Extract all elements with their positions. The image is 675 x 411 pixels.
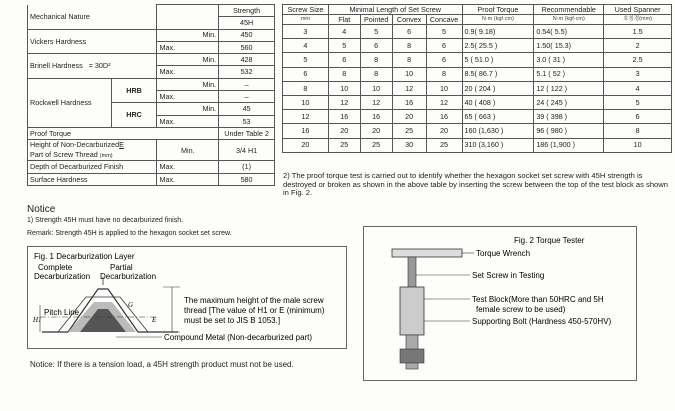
cell-pointed: 8 bbox=[360, 53, 392, 67]
fig1-drawing bbox=[28, 247, 348, 350]
torque-wrench-shape bbox=[392, 249, 462, 257]
svg-text:Pitch Line: Pitch Line bbox=[44, 308, 80, 317]
cell-proof: 8.5( 86.7 ) bbox=[462, 67, 534, 81]
cell-concave: 6 bbox=[426, 39, 462, 53]
rockwell-label: Rockwell Hardness bbox=[28, 78, 112, 127]
svg-text:G: G bbox=[128, 301, 134, 309]
header-min-length: Minimal Length of Set Screw bbox=[328, 5, 462, 15]
cell-pointed: 20 bbox=[360, 124, 392, 138]
cell-rec: 5.1 ( 52 ) bbox=[534, 67, 604, 81]
cell-flat: 8 bbox=[328, 67, 360, 81]
cell-flat: 16 bbox=[328, 110, 360, 124]
table-row bbox=[283, 110, 672, 124]
cell-convex: 10 bbox=[392, 67, 426, 81]
header-recommendable: Recommendable bbox=[534, 5, 604, 15]
cell-rec: 3.0 ( 31 ) bbox=[534, 53, 604, 67]
cell-convex: 12 bbox=[392, 81, 426, 95]
cell-flat: 4 bbox=[328, 25, 360, 39]
svg-text:Decarburization: Decarburization bbox=[100, 272, 157, 281]
tension-load-notice: Notice: If there is a tension load, a 45H strength product must not be used. bbox=[30, 360, 294, 369]
notice-heading: Notice bbox=[27, 204, 56, 215]
cell-convex: 16 bbox=[392, 95, 426, 109]
cell-pointed: 6 bbox=[360, 39, 392, 53]
table-row bbox=[283, 81, 672, 95]
cell-spanner: 10 bbox=[604, 138, 672, 152]
fig1-title: Fig. 1 Decarburization Layer bbox=[34, 252, 135, 261]
table-row bbox=[283, 95, 672, 109]
svg-text:H1: H1 bbox=[33, 316, 42, 324]
cell-rec: 96 ( 980 ) bbox=[534, 124, 604, 138]
brinell-min: 428 bbox=[219, 54, 275, 66]
cell-proof: 0.9( 9.18) bbox=[462, 25, 534, 39]
hrb-min: – bbox=[219, 78, 275, 90]
cell-size: 12 bbox=[283, 110, 329, 124]
cell-flat: 12 bbox=[328, 95, 360, 109]
cell-spanner: 5 bbox=[604, 95, 672, 109]
hrb-label: HRB bbox=[111, 78, 157, 103]
notice-line-1: 1) Strength 45H must have no decarburized finish. bbox=[27, 217, 184, 224]
svg-text:The maximum height of the male: The maximum height of the male screw bbox=[184, 296, 324, 305]
cell-spanner: 2 bbox=[604, 39, 672, 53]
header-pointed: Pointed bbox=[360, 15, 392, 25]
cell-rec: 0.54( 5.5) bbox=[534, 25, 604, 39]
vickers-label: Vickers Hardness bbox=[28, 29, 157, 54]
cell-proof: 5 ( 51.0 ) bbox=[462, 53, 534, 67]
svg-text:Complete: Complete bbox=[38, 263, 73, 272]
cell-proof: 310 (3,160 ) bbox=[462, 138, 534, 152]
svg-text:Set Screw in Testing: Set Screw in Testing bbox=[472, 271, 545, 280]
table-row bbox=[283, 67, 672, 81]
notice-remark: Remark: Strength 45H is applied to the hexagon socket set screw. bbox=[27, 230, 232, 237]
cell-convex: 6 bbox=[392, 25, 426, 39]
cell-proof: 20 ( 204 ) bbox=[462, 81, 534, 95]
hrc-label: HRC bbox=[111, 103, 157, 128]
vickers-min: 450 bbox=[219, 29, 275, 41]
cell-spanner: 2.5 bbox=[604, 53, 672, 67]
cell-concave: 20 bbox=[426, 124, 462, 138]
svg-text:Test Block(More than 50HRC and: Test Block(More than 50HRC and 5H bbox=[472, 295, 604, 304]
cell-convex: 8 bbox=[392, 53, 426, 67]
brinell-max: 532 bbox=[219, 66, 275, 78]
hrb-max: – bbox=[219, 91, 275, 103]
surface-value: 580 bbox=[219, 173, 275, 185]
depth-label: Depth of Decarburized Finish bbox=[28, 161, 157, 173]
height-value: 3/4 H1 bbox=[219, 140, 275, 161]
mech-header-strength: Strength bbox=[219, 5, 275, 17]
cell-spanner: 3 bbox=[604, 67, 672, 81]
cell-rec: 24 ( 245 ) bbox=[534, 95, 604, 109]
cell-pointed: 5 bbox=[360, 25, 392, 39]
cell-concave: 5 bbox=[426, 25, 462, 39]
svg-text:Partial: Partial bbox=[110, 263, 133, 272]
mech-header-nature: Mechanical Nature bbox=[28, 5, 157, 30]
cell-concave: 6 bbox=[426, 53, 462, 67]
fig2-torque-tester bbox=[363, 226, 637, 381]
cell-flat: 25 bbox=[328, 138, 360, 152]
cell-pointed: 12 bbox=[360, 95, 392, 109]
cell-size: 10 bbox=[283, 95, 329, 109]
cell-size: 8 bbox=[283, 81, 329, 95]
cell-convex: 8 bbox=[392, 39, 426, 53]
fig2-title: Fig. 2 Torque Tester bbox=[514, 236, 585, 245]
svg-text:Compound Metal (Non-decarburiz: Compound Metal (Non-decarburized part) bbox=[164, 333, 313, 342]
cell-concave: 8 bbox=[426, 67, 462, 81]
cell-rec: 39 ( 398 ) bbox=[534, 110, 604, 124]
cell-size: 6 bbox=[283, 67, 329, 81]
table-row bbox=[283, 124, 672, 138]
cell-concave: 10 bbox=[426, 81, 462, 95]
mechanical-nature-table: Mechanical Nature Strength 45H Vickers Hardness Min. 450 Max. 560 Brinell Hardness = 30D² Min. 428 Max. 532 Rockwell Hardness HRB Min. – Max. – HRC Min. 45 Max. 53 Proof Torque Under Table 2 Height of Non-DecarburizedE Part of Screw Thread (mm) Min. 3/4 H1 Depth of Decarburized Finish Max. (1) Surface Hardness Max. 580 bbox=[27, 4, 275, 186]
svg-text:Torque Wrench: Torque Wrench bbox=[476, 249, 531, 258]
table-row bbox=[283, 39, 672, 53]
header-flat: Flat bbox=[328, 15, 360, 25]
proof-torque-note: 2) The proof torque test is carried out to identify whether the hexagon socket set screw with 45H strength is destroyed or broken as shown in the above table by inserting the screw between the top of the test block as shown in Fig. 2. bbox=[283, 171, 668, 198]
cell-size: 4 bbox=[283, 39, 329, 53]
cell-flat: 10 bbox=[328, 81, 360, 95]
table-row bbox=[283, 25, 672, 39]
cell-rec: 1.50( 15.3) bbox=[534, 39, 604, 53]
svg-text:E: E bbox=[152, 316, 157, 324]
svg-text:must be set to JIS B 1053.]: must be set to JIS B 1053.] bbox=[184, 316, 281, 325]
test-block-shape bbox=[400, 287, 424, 335]
cell-pointed: 25 bbox=[360, 138, 392, 152]
fig2-drawing bbox=[364, 227, 638, 382]
cell-flat: 20 bbox=[328, 124, 360, 138]
cell-rec: 12 ( 122 ) bbox=[534, 81, 604, 95]
cell-size: 16 bbox=[283, 124, 329, 138]
cell-spanner: 1.5 bbox=[604, 25, 672, 39]
cell-flat: 5 bbox=[328, 39, 360, 53]
cell-rec: 186 (1,900 ) bbox=[534, 138, 604, 152]
table-row bbox=[283, 138, 672, 152]
cell-spanner: 6 bbox=[604, 110, 672, 124]
cell-proof: 65 ( 663 ) bbox=[462, 110, 534, 124]
header-proof-torque: Proof Torque bbox=[462, 5, 534, 15]
fig1-decarburization-layer bbox=[27, 246, 347, 349]
cell-convex: 30 bbox=[392, 138, 426, 152]
header-concave: Concave bbox=[426, 15, 462, 25]
svg-text:female screw to be used): female screw to be used) bbox=[476, 305, 566, 314]
hrc-max: 53 bbox=[219, 115, 275, 127]
cell-size: 3 bbox=[283, 25, 329, 39]
cell-pointed: 16 bbox=[360, 110, 392, 124]
vickers-max: 560 bbox=[219, 41, 275, 53]
depth-value: (1) bbox=[219, 161, 275, 173]
cell-flat: 6 bbox=[328, 53, 360, 67]
cell-proof: 160 (1,630 ) bbox=[462, 124, 534, 138]
header-screw-size: Screw Size bbox=[283, 5, 329, 15]
brinell-label: Brinell Hardness = 30D² bbox=[28, 54, 157, 79]
cell-spanner: 8 bbox=[604, 124, 672, 138]
cell-pointed: 10 bbox=[360, 81, 392, 95]
mech-header-grade: 45H bbox=[219, 17, 275, 29]
table-row bbox=[283, 53, 672, 67]
cell-size: 20 bbox=[283, 138, 329, 152]
header-convex: Convex bbox=[392, 15, 426, 25]
cell-convex: 25 bbox=[392, 124, 426, 138]
cell-size: 5 bbox=[283, 53, 329, 67]
cell-convex: 20 bbox=[392, 110, 426, 124]
cell-spanner: 4 bbox=[604, 81, 672, 95]
cell-concave: 25 bbox=[426, 138, 462, 152]
screw-torque-table: Screw Size Minimal Length of Set Screw Proof Torque Recommendable Used Spanner mm Flat Pointed Convex Concave N·m (kgf·cm) N·m (kgf·cm) 호칭경(mm) 3 4 5 6 5 0.9( 9.18) 0.54( 5.5) 1.5 4 5 6 8 6 2.5( 25.5 ) 1.50( 15.3) 2 5 6 8 8 6 5 ( 51.0 ) 3.0 ( 31 ) 2.5 6 8 8 10 8 8.5( 86.7 ) 5.1 ( 52 ) 3 8 10 10 12 10 20 ( 204 ) 12 ( 122 ) 4 10 12 12 16 12 40 ( 408 ) 24 ( 245 ) 5 12 16 16 20 16 65 ( 663 ) 39 ( 398 ) 6 16 20 20 25 20 160 (1,630 ) 96 ( 980 ) 8 20 25 25 30 25 310 (3,160 ) 186 (1,900 ) 10 bbox=[282, 4, 672, 153]
cell-proof: 40 ( 408 ) bbox=[462, 95, 534, 109]
hrc-min: 45 bbox=[219, 103, 275, 115]
cell-concave: 16 bbox=[426, 110, 462, 124]
proof-label: Proof Torque bbox=[28, 127, 219, 139]
cell-proof: 2.5( 25.5 ) bbox=[462, 39, 534, 53]
header-used-spanner: Used Spanner bbox=[604, 5, 672, 15]
proof-value: Under Table 2 bbox=[219, 127, 275, 139]
svg-text:thread [The value of H1 or E (: thread [The value of H1 or E (minimum) bbox=[184, 306, 325, 315]
surface-label: Surface Hardness bbox=[28, 173, 157, 185]
svg-text:Decarburization: Decarburization bbox=[34, 272, 91, 281]
svg-text:Supporting Bolt (Hardness 450-: Supporting Bolt (Hardness 450-570HV) bbox=[472, 317, 612, 326]
cell-concave: 12 bbox=[426, 95, 462, 109]
height-label: Height of Non-DecarburizedE Part of Screw Thread (mm) bbox=[28, 140, 157, 161]
cell-pointed: 8 bbox=[360, 67, 392, 81]
